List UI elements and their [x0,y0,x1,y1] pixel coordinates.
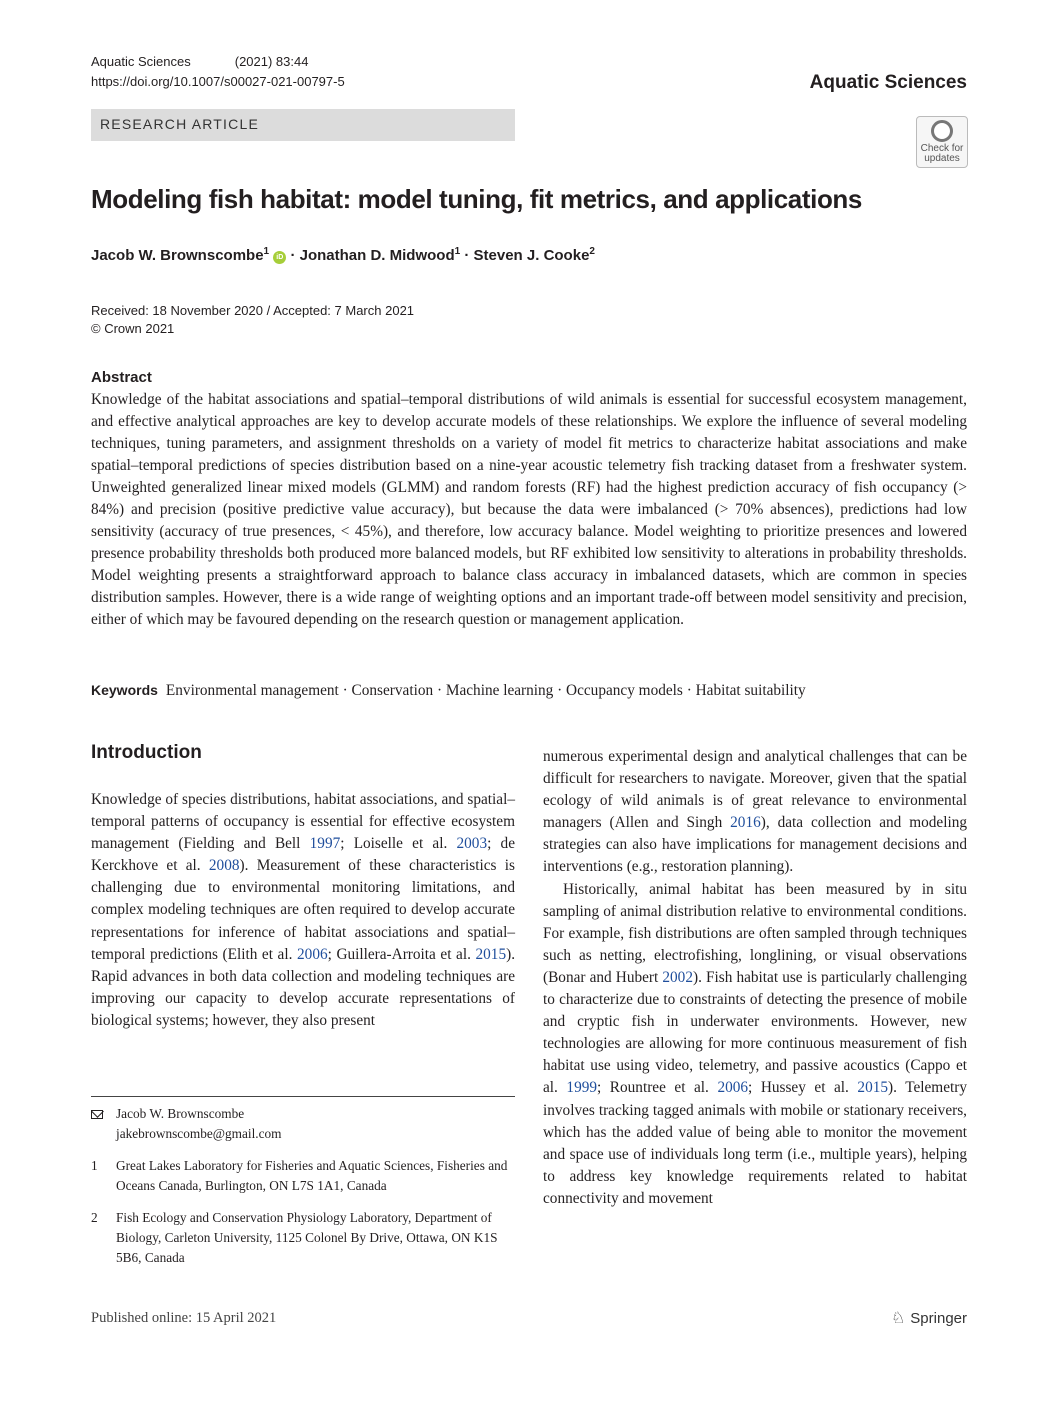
citation-ref: (2021) 83:44 [234,54,309,69]
contact-email[interactable]: jakebrownscombe@gmail.com [116,1126,282,1141]
author-name[interactable]: Steven J. Cooke [473,247,590,264]
citation-link[interactable]: 2008 [208,857,240,875]
doi-link[interactable]: https://doi.org/10.1007/s00027-021-00797-5 [91,74,345,89]
keywords [91,679,971,702]
paragraph: numerous experimental design and analytical challenges that can be difficult for researchers to navigate. Moreover, given that the spatial ecology of wild animals is of great relevance to environmental managers (Allen and Singh 2016), data collection and modeling strategies can also have implications for management decisions and interventions (e.g., restoration planning). [543,748,967,876]
section-heading: Introduction [91,742,202,763]
journal-meta [91,52,345,92]
updates-label: Check for updates [920,143,964,164]
author-name[interactable]: Jonathan D. Midwood [299,247,455,264]
affiliation-mark: 1 [91,1158,98,1173]
paper-title: Modeling fish habitat: model tuning, fit metrics, and applications [91,184,862,214]
journal-name: Aquatic Sciences [91,54,191,69]
updates-icon [931,120,953,142]
received-accepted: Received: 18 November 2020 / Accepted: 7 March 2021 [91,303,415,318]
citation-link[interactable]: 2002 [662,968,693,986]
paragraph: Knowledge of species distributions, habitat associations, and spatial–temporal patterns of occupancy is essential for effective ecosystem management (Fielding and Bell 1997; Loiselle et al. 2003; de Kerckhove et al. 2008). Measurement of these characteristics is challenging due to environmental monitoring limitations, and complex modeling techniques are often required to develop accurate representations for inference of habitat associations and spatial–temporal predictions (Elith et al. 2006; Guillera-Arroita et al. 2015). Rapid advances in both data collection and modeling techniques are improving our capacity to develop accurate representations of biological systems; however, they also present [91,791,516,1029]
affiliation-mark: 1 [263,246,270,257]
citation-link[interactable]: 2015 [857,1079,889,1097]
citation-link[interactable]: 1997 [309,835,341,853]
footnotes [91,1104,515,1268]
journal-brand: Aquatic Sciences [809,72,967,93]
affiliation-mark: 2 [589,246,595,257]
article-type-label: RESEARCH ARTICLE [100,116,259,132]
body-column-right [543,746,967,1210]
affiliation-1 [91,1156,515,1196]
paragraph: Historically, animal habitat has been measured by in situ sampling of animal distribution relative to environmental conditions. For example, fish distributions are often sampled through techniques such as netting, electrofishing, longlining, or visual observations (Bonar and Hubert 2002). Fish habitat use is particularly challenging to characterize due to constraints of detecting the presence of mobile and cryptic fish in underwater environments. However, new technologies are allowing for more continuous measurement of fish habitat use using video, telemetry, and passive acoustics (Cappo et al. 1999; Rountree et al. 2006; Hussey et al. 2015). Telemetry involves tracking tagged animals with mobile or stationary receivers, which has the added value of being able to monitor the movement and space use of individuals long term (i.e., multiple years), helping to address key knowledge requirements related to habitat connectivity and movement [543,880,967,1207]
article-dates [91,302,414,338]
body-column-left [91,789,515,1032]
author-separator: · [290,247,296,264]
citation-link[interactable]: 2003 [456,835,488,853]
copyright: © Crown 2021 [91,321,175,336]
citation-link[interactable]: 2016 [730,814,761,832]
affiliation-2 [91,1208,515,1268]
citation-link[interactable]: 2006 [297,945,328,963]
affiliation-mark: 1 [454,246,461,257]
corresponding-author [91,1104,515,1144]
abstract-heading: Abstract [91,369,152,386]
publisher-name: Springer [910,1310,967,1327]
contact-name: Jacob W. Brownscombe [116,1106,245,1121]
springer-horse-icon: ♘ [890,1310,906,1327]
author-name[interactable]: Jacob W. Brownscombe [91,247,264,264]
author-list [91,246,595,264]
affiliation-mark: 2 [91,1210,98,1225]
keywords-list: Environmental management · Conservation · Machine learning · Occupancy models · Habitat suitability [165,682,806,699]
citation-link[interactable]: 1999 [566,1079,598,1097]
keywords-label: Keywords [91,682,158,698]
affiliation-text: Fish Ecology and Conservation Physiology Laboratory, Department of Biology, Carleton University, 1125 Colonel By Drive, Ottawa, ON K1S 5B6, Canada [116,1210,498,1265]
orcid-icon[interactable]: iD [273,251,286,264]
abstract-text: Knowledge of the habitat associations and spatial–temporal distributions of wild animals is essential for successful ecosystem management, and effective analytical approaches are key to develop accurate models of these relationships. We explore the influence of several modeling techniques, tuning parameters, and assignment thresholds on a variety of model fit metrics to characterize habitat associations and make spatial–temporal predictions of species distribution based on a nine-year acoustic telemetry fish tracking dataset from a freshwater system. Unweighted generalized linear mixed models (GLMM) and random forests (RF) had the highest prediction accuracy of fish occupancy (> 84%) and precision (positive predictive value accuracy), but because the data were imbalanced (> 70% absences), predictions had low sensitivity (accuracy of true presences, < 45%), and therefore, low accuracy balance. Model weighting to prioritize presences and lowered presence probability thresholds both produced more balanced models, but RF exhibited low sensitivity to alterations in probability thresholds. Model weighting presents a straightforward approach to balance class accuracy in imbalanced datasets, which are common in species distribution samples. However, there is a wide range of weighting options and an important trade-off between model sensitivity and precision, either of which may be favoured depending on the research question or management application. [91,391,967,628]
author-separator: · [464,247,470,264]
affiliation-text: Great Lakes Laboratory for Fisheries and Aquatic Sciences, Fisheries and Oceans Canada, Burlington, ON L7S 1A1, Canada [116,1158,508,1193]
envelope-icon [91,1110,103,1119]
publisher-logo [891,1308,967,1328]
citation-link[interactable]: 2006 [717,1079,749,1097]
footnote-divider [91,1096,515,1097]
published-date: Published online: 15 April 2021 [91,1310,277,1326]
citation-link[interactable]: 2015 [475,945,507,963]
